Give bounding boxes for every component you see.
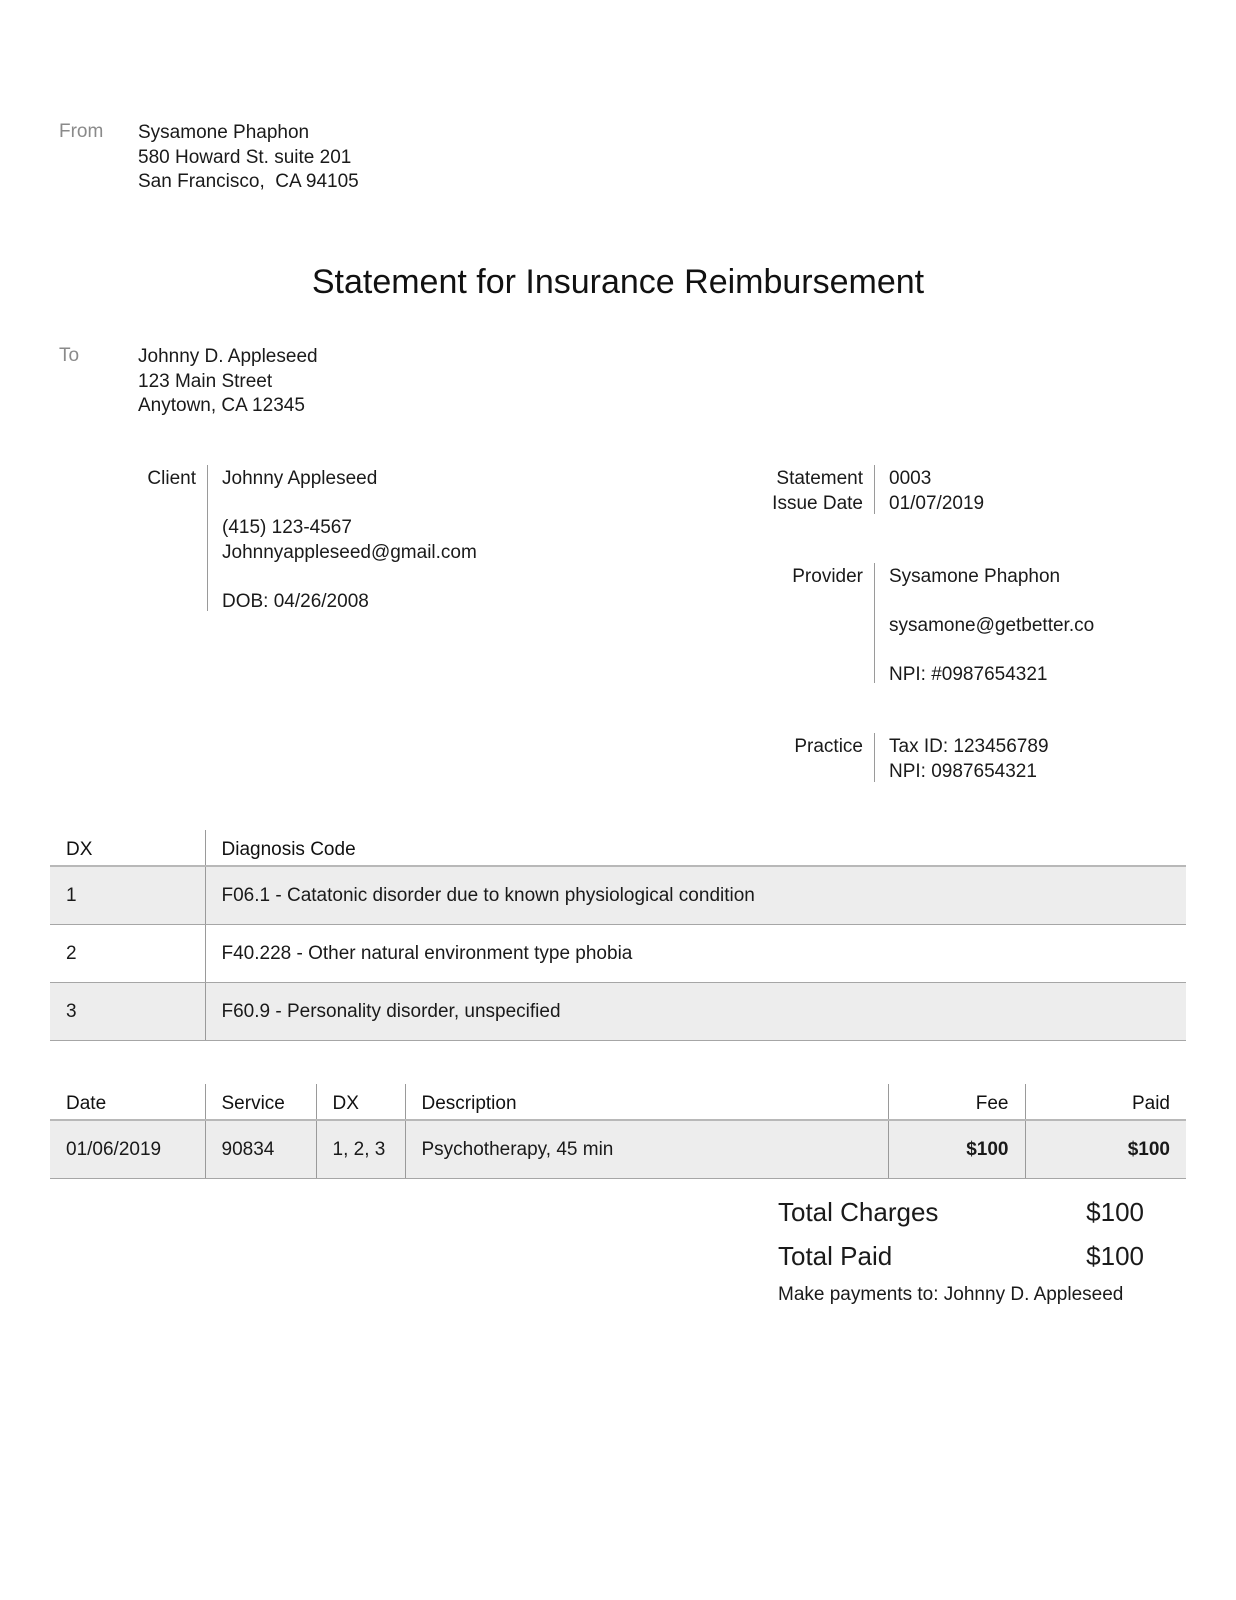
service-cell: 90834: [205, 1120, 316, 1179]
dx-cell: 1: [50, 866, 205, 925]
table-row: [50, 1120, 1186, 1179]
services-table: [50, 1084, 1186, 1179]
client-divider: [207, 465, 208, 611]
to-label: To: [59, 345, 80, 366]
fee-header: Fee: [888, 1084, 1025, 1120]
payments-note: Make payments to: Johnny D. Appleseed: [778, 1284, 1124, 1305]
diagnosis-table: [50, 830, 1186, 1041]
from-city: San Francisco, CA 94105: [138, 171, 359, 192]
provider-email: sysamone@getbetter.co: [889, 615, 1095, 636]
to-city: Anytown, CA 12345: [138, 395, 305, 416]
statement-labels: [663, 467, 863, 516]
dx-header: DX: [50, 830, 205, 866]
practice-npi: NPI: 0987654321: [889, 760, 1037, 782]
services-header-row: [50, 1084, 1186, 1120]
paid-cell: $100: [1025, 1120, 1186, 1179]
practice-label: Practice: [794, 736, 863, 757]
page-title: Statement for Insurance Reimbursement: [311, 263, 925, 301]
date-cell: 01/06/2019: [50, 1120, 205, 1179]
total-paid-value: $100: [1086, 1241, 1144, 1271]
table-row: [50, 866, 1186, 925]
provider-label: Provider: [792, 566, 863, 587]
statement-label: Statement: [776, 468, 863, 489]
dx-header: DX: [316, 1084, 405, 1120]
service-header: Service: [205, 1084, 316, 1120]
to-street: 123 Main Street: [138, 370, 273, 392]
diagnosis-header-row: [50, 830, 1186, 866]
client-email: Johnnyappleseed@gmail.com: [222, 541, 477, 563]
from-street: 580 Howard St. suite 201: [138, 146, 352, 168]
dx-cell: 2: [50, 925, 205, 983]
client-name: Johnny Appleseed: [222, 468, 378, 489]
practice-divider: [874, 733, 875, 782]
provider-name: Sysamone Phaphon: [889, 566, 1061, 587]
provider-divider: [874, 563, 875, 683]
from-label: From: [59, 121, 104, 142]
provider-npi: NPI: #0987654321: [889, 664, 1048, 685]
to-name: Johnny D. Appleseed: [138, 346, 318, 367]
client-dob: DOB: 04/26/2008: [222, 590, 369, 612]
fee-cell: $100: [888, 1120, 1025, 1179]
total-charges-label: Total Charges: [778, 1197, 939, 1227]
to-address: [138, 345, 318, 419]
diagnosis-code-cell: F60.9 - Personality disorder, unspecified: [205, 983, 1186, 1041]
paid-header: Paid: [1025, 1084, 1186, 1120]
provider-info: [889, 565, 1094, 688]
from-name: Sysamone Phaphon: [138, 122, 310, 143]
client-info: [222, 467, 477, 614]
total-charges-value: $100: [1086, 1197, 1144, 1227]
practice-tax-id: Tax ID: 123456789: [889, 736, 1049, 757]
issue-date-label: Issue Date: [772, 492, 863, 514]
diagnosis-code-header: Diagnosis Code: [205, 830, 1186, 866]
description-header: Description: [405, 1084, 888, 1120]
practice-info: [889, 735, 1049, 784]
diagnosis-code-cell: F06.1 - Catatonic disorder due to known physiological condition: [205, 866, 1186, 925]
statement-number: 0003: [889, 468, 932, 489]
dx-cell: 1, 2, 3: [316, 1120, 405, 1179]
issue-date: 01/07/2019: [889, 492, 985, 514]
dx-cell: 3: [50, 983, 205, 1041]
table-row: [50, 983, 1186, 1041]
date-header: Date: [50, 1084, 205, 1120]
statement-divider: [874, 465, 875, 514]
table-row: [50, 925, 1186, 983]
client-phone: (415) 123-4567: [222, 517, 352, 538]
client-label: Client: [147, 468, 196, 489]
diagnosis-code-cell: F40.228 - Other natural environment type phobia: [205, 925, 1186, 983]
statement-values: [889, 467, 984, 516]
from-address: [138, 121, 359, 195]
description-cell: Psychotherapy, 45 min: [405, 1120, 888, 1179]
total-paid-label: Total Paid: [778, 1241, 893, 1271]
